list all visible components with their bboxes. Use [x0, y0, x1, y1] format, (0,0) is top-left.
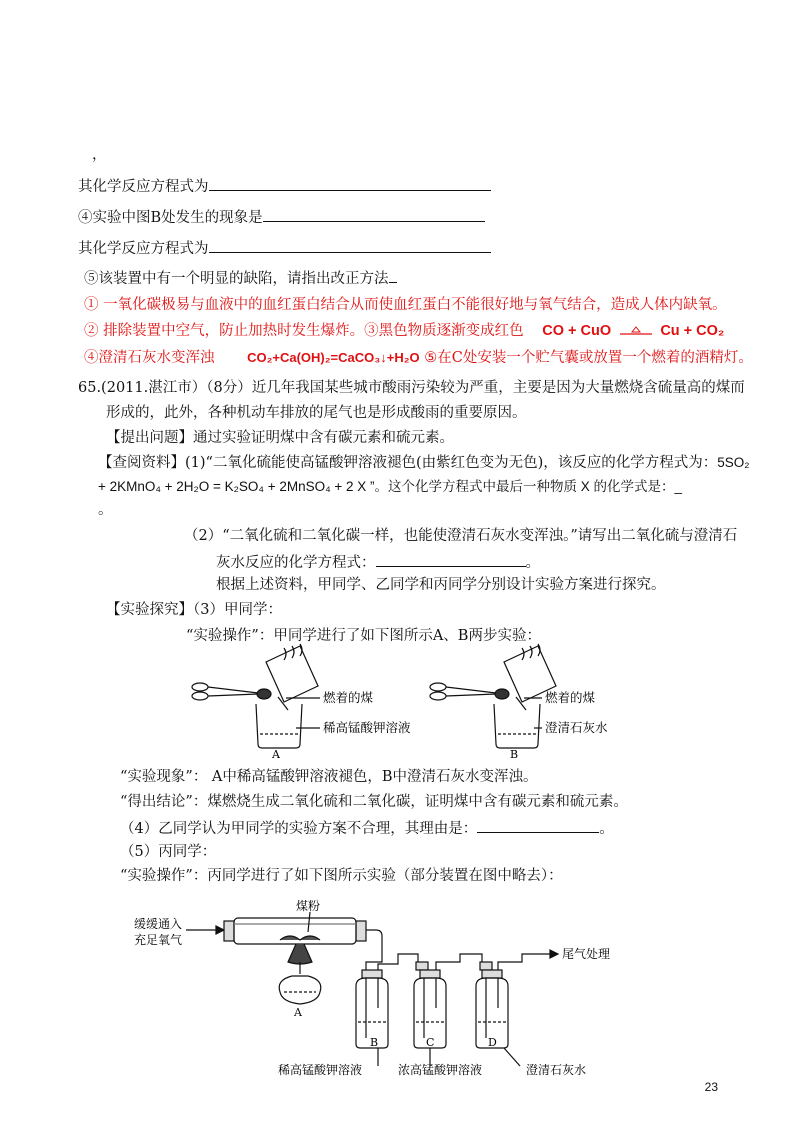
fig2-label-b: B: [370, 1036, 379, 1049]
answer-blank[interactable]: [376, 551, 526, 567]
info-line-end: 。: [98, 502, 113, 518]
figure-apparatus: [130, 896, 650, 1086]
wash-bottle-b: [356, 952, 406, 1066]
explore-heading: 【实验探究】（3）甲同学：: [106, 602, 282, 618]
figure-coal-burning: [180, 640, 650, 760]
fig2-inlet-line-1: 缓缓通入: [134, 917, 183, 931]
heat-condition-symbol: [618, 324, 654, 338]
alcohol-lamp: [279, 944, 321, 1019]
answer-blank[interactable]: [263, 206, 485, 222]
question-obs-b: ④实验中图B处发生的现象是: [78, 206, 485, 228]
info-2-line-2: 灰水反应的化学方程式： 。: [216, 551, 540, 573]
info-2-line-1: （2）“二氧化硫和二氧化碳一样，也能使澄清石灰水变浑浊。”请写出二氧化硫与澄清石: [184, 528, 738, 544]
question-eq-label-1: 其化学反应方程式为: [78, 175, 491, 197]
fig1-caption-b: B: [510, 748, 519, 760]
fig1-b-label-coal: 燃着的煤: [545, 690, 596, 705]
question-4: （4）乙同学认为甲同学的实验方案不合理，其理由是： 。: [120, 817, 614, 839]
stray-comma: ，: [92, 147, 107, 163]
conclusion: “得出结论”：煤燃烧生成二氧化硫和二氧化碳，证明煤中含有碳元素和硫元素。: [120, 794, 628, 810]
fig2-exhaust-label: 尾气处理: [562, 947, 611, 961]
fig1-b-label-solution: 澄清石灰水: [545, 720, 608, 735]
fig1-a-label-coal: 燃着的煤: [323, 690, 374, 705]
fig2-label-d: D: [488, 1036, 497, 1049]
question-65-line-1: 65.(2011.湛江市）（8分）近几年我国某些城市酸雨污染较为严重，主要是因为大量燃烧含硫量高的煤而: [78, 380, 745, 396]
info-2-line-3: 根据上述资料，甲同学、乙同学和丙同学分别设计实验方案进行探究。: [216, 577, 666, 593]
setup-a: [192, 644, 320, 748]
question-defect: ⑤该装置中有一个明显的缺陷，请指出改正方法: [84, 267, 397, 289]
fig2-inlet-line-2: 充足氧气: [134, 933, 183, 947]
answer-blank[interactable]: [477, 817, 599, 833]
answer-blank[interactable]: [209, 175, 491, 191]
answer-line-2: ② 排除装置中空气，防止加热时发生爆炸。③黑色物质逐渐变成红色 CO + CuO Cu + CO₂: [84, 323, 725, 339]
answer-line-3: ④澄清石灰水变浑浊 CO₂+Ca(OH)₂=CaCO₃↓+H₂O ⑤在C处安装一个贮气囊或放置一个燃着的酒精灯。: [84, 350, 753, 366]
fig2-label-c: C: [426, 1036, 435, 1049]
question-eq-label-2: 其化学反应方程式为: [78, 237, 491, 259]
fig1-caption-a: A: [272, 748, 280, 760]
wash-bottle-d: [470, 950, 558, 1066]
info-line-2: + 2KMnO₄ + 2H₂O = K₂SO₄ + 2MnSO₄ + 2 X ”。这个化学方程式中最后一种物质 X 的化学式是：_: [98, 479, 683, 494]
operation-a-b: “实验操作”：甲同学进行了如下图所示A、B两步实验：: [186, 628, 541, 644]
fig2-solution-b: 稀高锰酸钾溶液: [278, 1063, 363, 1077]
answer-blank[interactable]: [209, 237, 491, 253]
fig1-a-label-solution: 稀高锰酸钾溶液: [323, 720, 411, 735]
phenomenon: “实验现象”： A中稀高锰酸钾溶液褪色，B中澄清石灰水变浑浊。: [120, 769, 538, 785]
question-65-line-2: 形成的，此外，各种机动车排放的尾气也是形成酸雨的重要原因。: [106, 405, 527, 421]
combustion-tube: [186, 912, 382, 952]
raise-question: 【提出问题】通过实验证明煤中含有碳元素和硫元素。: [106, 430, 454, 446]
fig2-label-a: A: [294, 1006, 302, 1019]
question-5: （5）丙同学：: [120, 844, 217, 860]
page-number: 23: [704, 1080, 718, 1094]
info-line-1: 【查阅资料】(1)“二氧化硫能使高锰酸钾溶液褪色(由紫红色变为无色)，该反应的化学方程式为：5SO₂: [98, 455, 750, 471]
fig2-powder-label: 煤粉: [296, 899, 321, 913]
operation-c: “实验操作”：丙同学进行了如下图所示实验（部分装置在图中略去）：: [120, 868, 563, 884]
wash-bottle-c: [406, 954, 470, 1066]
setup-b: [430, 644, 556, 748]
fig2-solution-c: 浓高锰酸钾溶液: [398, 1063, 483, 1077]
answer-blank[interactable]: [389, 267, 397, 283]
fig2-solution-d: 澄清石灰水: [526, 1063, 587, 1077]
answer-line-1: ① 一氧化碳极易与血液中的血红蛋白结合从而使血红蛋白不能很好地与氧气结合，造成人体内缺氧。: [84, 297, 727, 313]
